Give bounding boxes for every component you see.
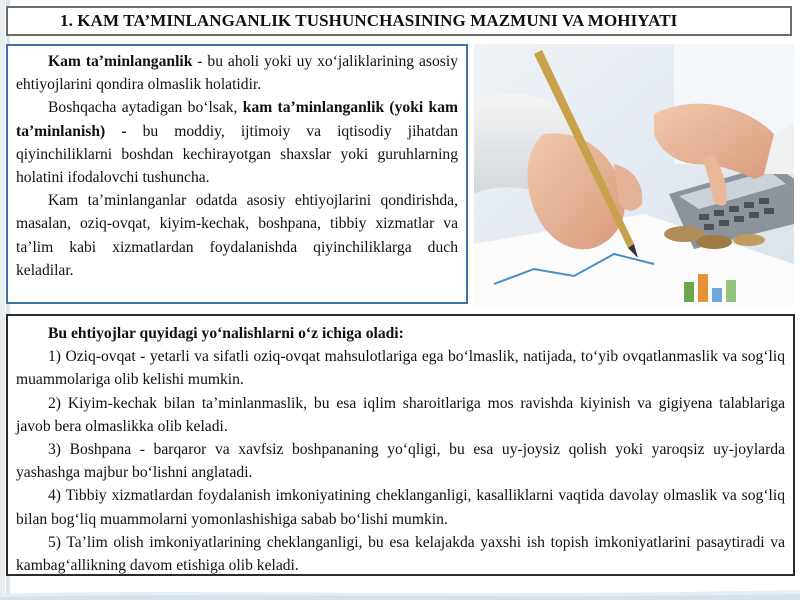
term-bold: Kam ta’minlanganlik [48,53,193,70]
definition-box [6,44,468,304]
photo-illustration [474,44,794,306]
list-item: 4) Tibbiy xizmatlardan foydalanish imkoniyatining cheklanganligi, kasalliklarni vaqtida davolay olmaslik va sog‘liq bilan bog‘liq muammolarni yomonlashishiga sabab bo‘lishi mumkin. [16,487,785,528]
needs-box [6,314,795,576]
page-title: 1. KAM TA’MINLANGANLIK TUSHUNCHASINING MAZMUNI VA MOHIYATI [60,11,678,30]
definition-paragraph-3: Kam ta’minlanganlar odatda asosiy ehtiyojlarini qondirishda, masalan, oziq-ovqat, kiyim-kechak, boshpana, tibbiy xizmatlar va ta’lim kabi xizmatlardan foydalanishda qiyinchiliklarga duch keladilar. [16,192,458,279]
list-item: 5) Ta’lim olish imkoniyatlarining cheklanganligi, bu esa kelajakda yaxshi ish topish imkoniyatlarini pasaytiradi va kambag‘allikning davom etishiga olib keladi. [16,533,785,575]
paragraph-2-start: Boshqacha aytadigan bo‘lsak, [48,99,243,117]
needs-heading: Bu ehtiyojlar quyidagi yo‘nalishlarni o‘z ichiga oladi: [48,325,404,342]
definition-paragraph-1 [16,50,458,96]
definition-text: - bu aholi yoki uy xo‘jaliklarining asosiy ehtiyojlarini qondira olmaslik holatidir. [16,53,458,94]
title-bar [6,6,792,36]
footer-wave-decoration [0,580,800,600]
paragraph-2-rest: bu moddiy, ijtimoiy va iqtisodiy jihatdan qiyinchiliklarni boshdan kechirayotgan shaxslar yoki guruhlarning holatini ifodalovchi tushuncha. [16,122,458,187]
list-item: 2) Kiyim-kechak bilan ta’minlanmaslik, bu esa iqlim sharoitlariga mos ravishda kiyinish va gigiyena talablariga javob bera olmaslikka olib keladi. [16,394,785,435]
list-item: 1) Oziq-ovqat - yetarli va sifatli oziq-ovqat mahsulotlariga ega bo‘lmaslik, natijada, to‘yib ovqatlanmaslik va sog‘liq muammolariga olib kelishi mumkin. [16,348,785,389]
term-bold-2: kam ta’minlanganlik (yoki kam ta’minlanish) - [16,99,458,140]
list-item: 3) Boshpana - barqaror va xavfsiz boshpananing yo‘qligi, bu esa uy-joysiz qolish yoki yaroqsiz uy-joylarda yashashga majbur bo‘lishni anglatadi. [16,441,785,482]
definition-paragraph-2 [16,96,458,189]
calculator-photo [474,44,794,306]
